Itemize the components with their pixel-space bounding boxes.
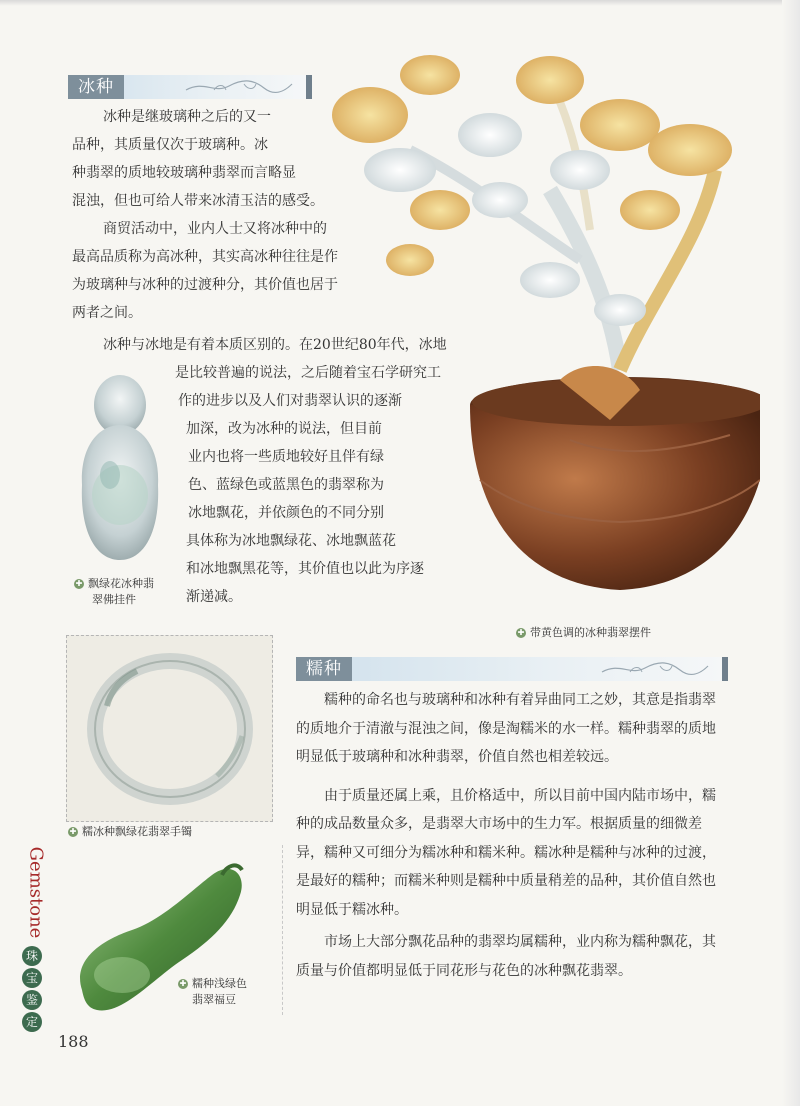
page-top-edge	[0, 0, 800, 6]
side-tab-char: 珠	[22, 946, 42, 966]
text-line: 冰种与冰地是有着本质区别的。在20世纪80年代，冰地	[103, 337, 447, 353]
jade-bangle-photo	[67, 636, 272, 821]
text-line: 品种，其质量仅次于玻璃种。冰	[72, 137, 268, 153]
section-title-bing: 冰种	[68, 75, 124, 99]
side-tab-char: 宝	[22, 968, 42, 988]
text-line: 作的进步以及人们对翡翠认识的逐渐	[178, 393, 402, 409]
text-line: 为玻璃种与冰种的过渡种分，其价值也居于	[72, 277, 338, 293]
scroll-ornament-icon	[184, 78, 294, 96]
text-line: 渐递减。	[186, 589, 242, 605]
section-title-bar-nuo	[296, 657, 728, 681]
text-line: 冰地飘花，并依颜色的不同分别	[188, 505, 384, 521]
text-line: 种翡翠的质地较玻璃种翡翠而言略显	[72, 165, 296, 181]
jade-ornament-photo	[320, 40, 760, 610]
bing-paragraph-1-cont	[72, 131, 342, 215]
column-divider	[282, 845, 283, 1015]
caption-ornament	[516, 625, 736, 641]
nuo-body	[296, 686, 726, 985]
bing-paragraph-1	[103, 103, 343, 131]
text-line: 冰种是继玻璃种之后的又一	[103, 109, 271, 125]
text-line: 业内也将一些质地较好且伴有绿	[188, 449, 384, 465]
text-line: 加深，改为冰种的说法，但目前	[186, 421, 382, 437]
side-tab-english: Gemstone	[25, 846, 47, 939]
section-title-nuo: 糯种	[296, 657, 352, 681]
caption-bean-line2: 翡翠福豆	[192, 993, 236, 1006]
page-number: 188	[58, 1032, 89, 1051]
caption-bullet-icon: ✚	[69, 827, 77, 836]
caption-pendant-line2: 翠佛挂件	[92, 593, 136, 606]
text-line: 最高品质称为高冰种，其实高冰种往往是作	[72, 249, 338, 265]
side-tab-char: 定	[22, 1012, 42, 1032]
caption-bangle	[68, 824, 278, 840]
text-line: 是比较普遍的说法，之后随着宝石学研究工	[175, 365, 441, 381]
caption-bullet-icon: ✚	[517, 628, 525, 637]
caption-pendant-line1: 飘绿花冰种翡	[88, 577, 154, 590]
text-line: 商贸活动中，业内人士又将冰种中的	[103, 221, 327, 237]
bing-wrap-line-9	[186, 583, 306, 611]
text-line: 混浊，但也可给人带来冰清玉洁的感受。	[72, 193, 324, 209]
caption-bullet-icon: ✚	[75, 579, 83, 588]
text-line: 色、蓝绿色或蓝黑色的翡翠称为	[188, 477, 384, 493]
jade-buddha-pendant-photo	[70, 365, 170, 565]
caption-bean-line1: 糯种浅绿色	[192, 977, 247, 990]
text-line: 和冰地飘黑花等，其价值也以此为序逐	[186, 561, 424, 577]
caption-bean	[178, 976, 278, 1008]
caption-ornament-text: 带黄色调的冰种翡翠摆件	[530, 626, 651, 639]
caption-bangle-text: 糯冰种飘绿花翡翠手镯	[82, 825, 192, 838]
scroll-ornament-icon	[600, 660, 710, 678]
caption-bullet-icon: ✚	[179, 979, 187, 988]
nuo-paragraph-2: 由于质量还属上乘，且价格适中，所以目前中国内陆市场中，糯种的成品数量众多，是翡翠大市场中的生力军。根据质量的细微差异，糯种又可细分为糯冰种和糯米种。糯冰种是糯种与冰种的过渡，是最好的糯种；而糯米种则是糯种中质量稍差的品种，其价值自然也明显低于糯冰种。	[296, 787, 716, 918]
nuo-paragraph-1: 糯种的命名也与玻璃种和冰种有着异曲同工之妙，其意是指翡翠的质地介于清澈与混浊之间，像是淘糯米的水一样。糯种翡翠的质地明显低于玻璃种和冰种翡翠，价值自然也相差较远。	[296, 692, 716, 765]
text-line: 两者之间。	[72, 305, 142, 321]
section-title-bar-bing	[68, 75, 312, 99]
text-line: 具体称为冰地飘绿花、冰地飘蓝花	[186, 533, 396, 549]
side-tab-char: 鉴	[22, 990, 42, 1010]
bangle-photo-frame	[66, 635, 273, 822]
nuo-paragraph-3: 市场上大部分飘花品种的翡翠均属糯种，业内称为糯种飘花，其质量与价值都明显低于同花形与花色的冰种飘花翡翠。	[296, 934, 716, 979]
page-right-edge	[782, 0, 800, 1106]
caption-pendant	[74, 576, 184, 608]
